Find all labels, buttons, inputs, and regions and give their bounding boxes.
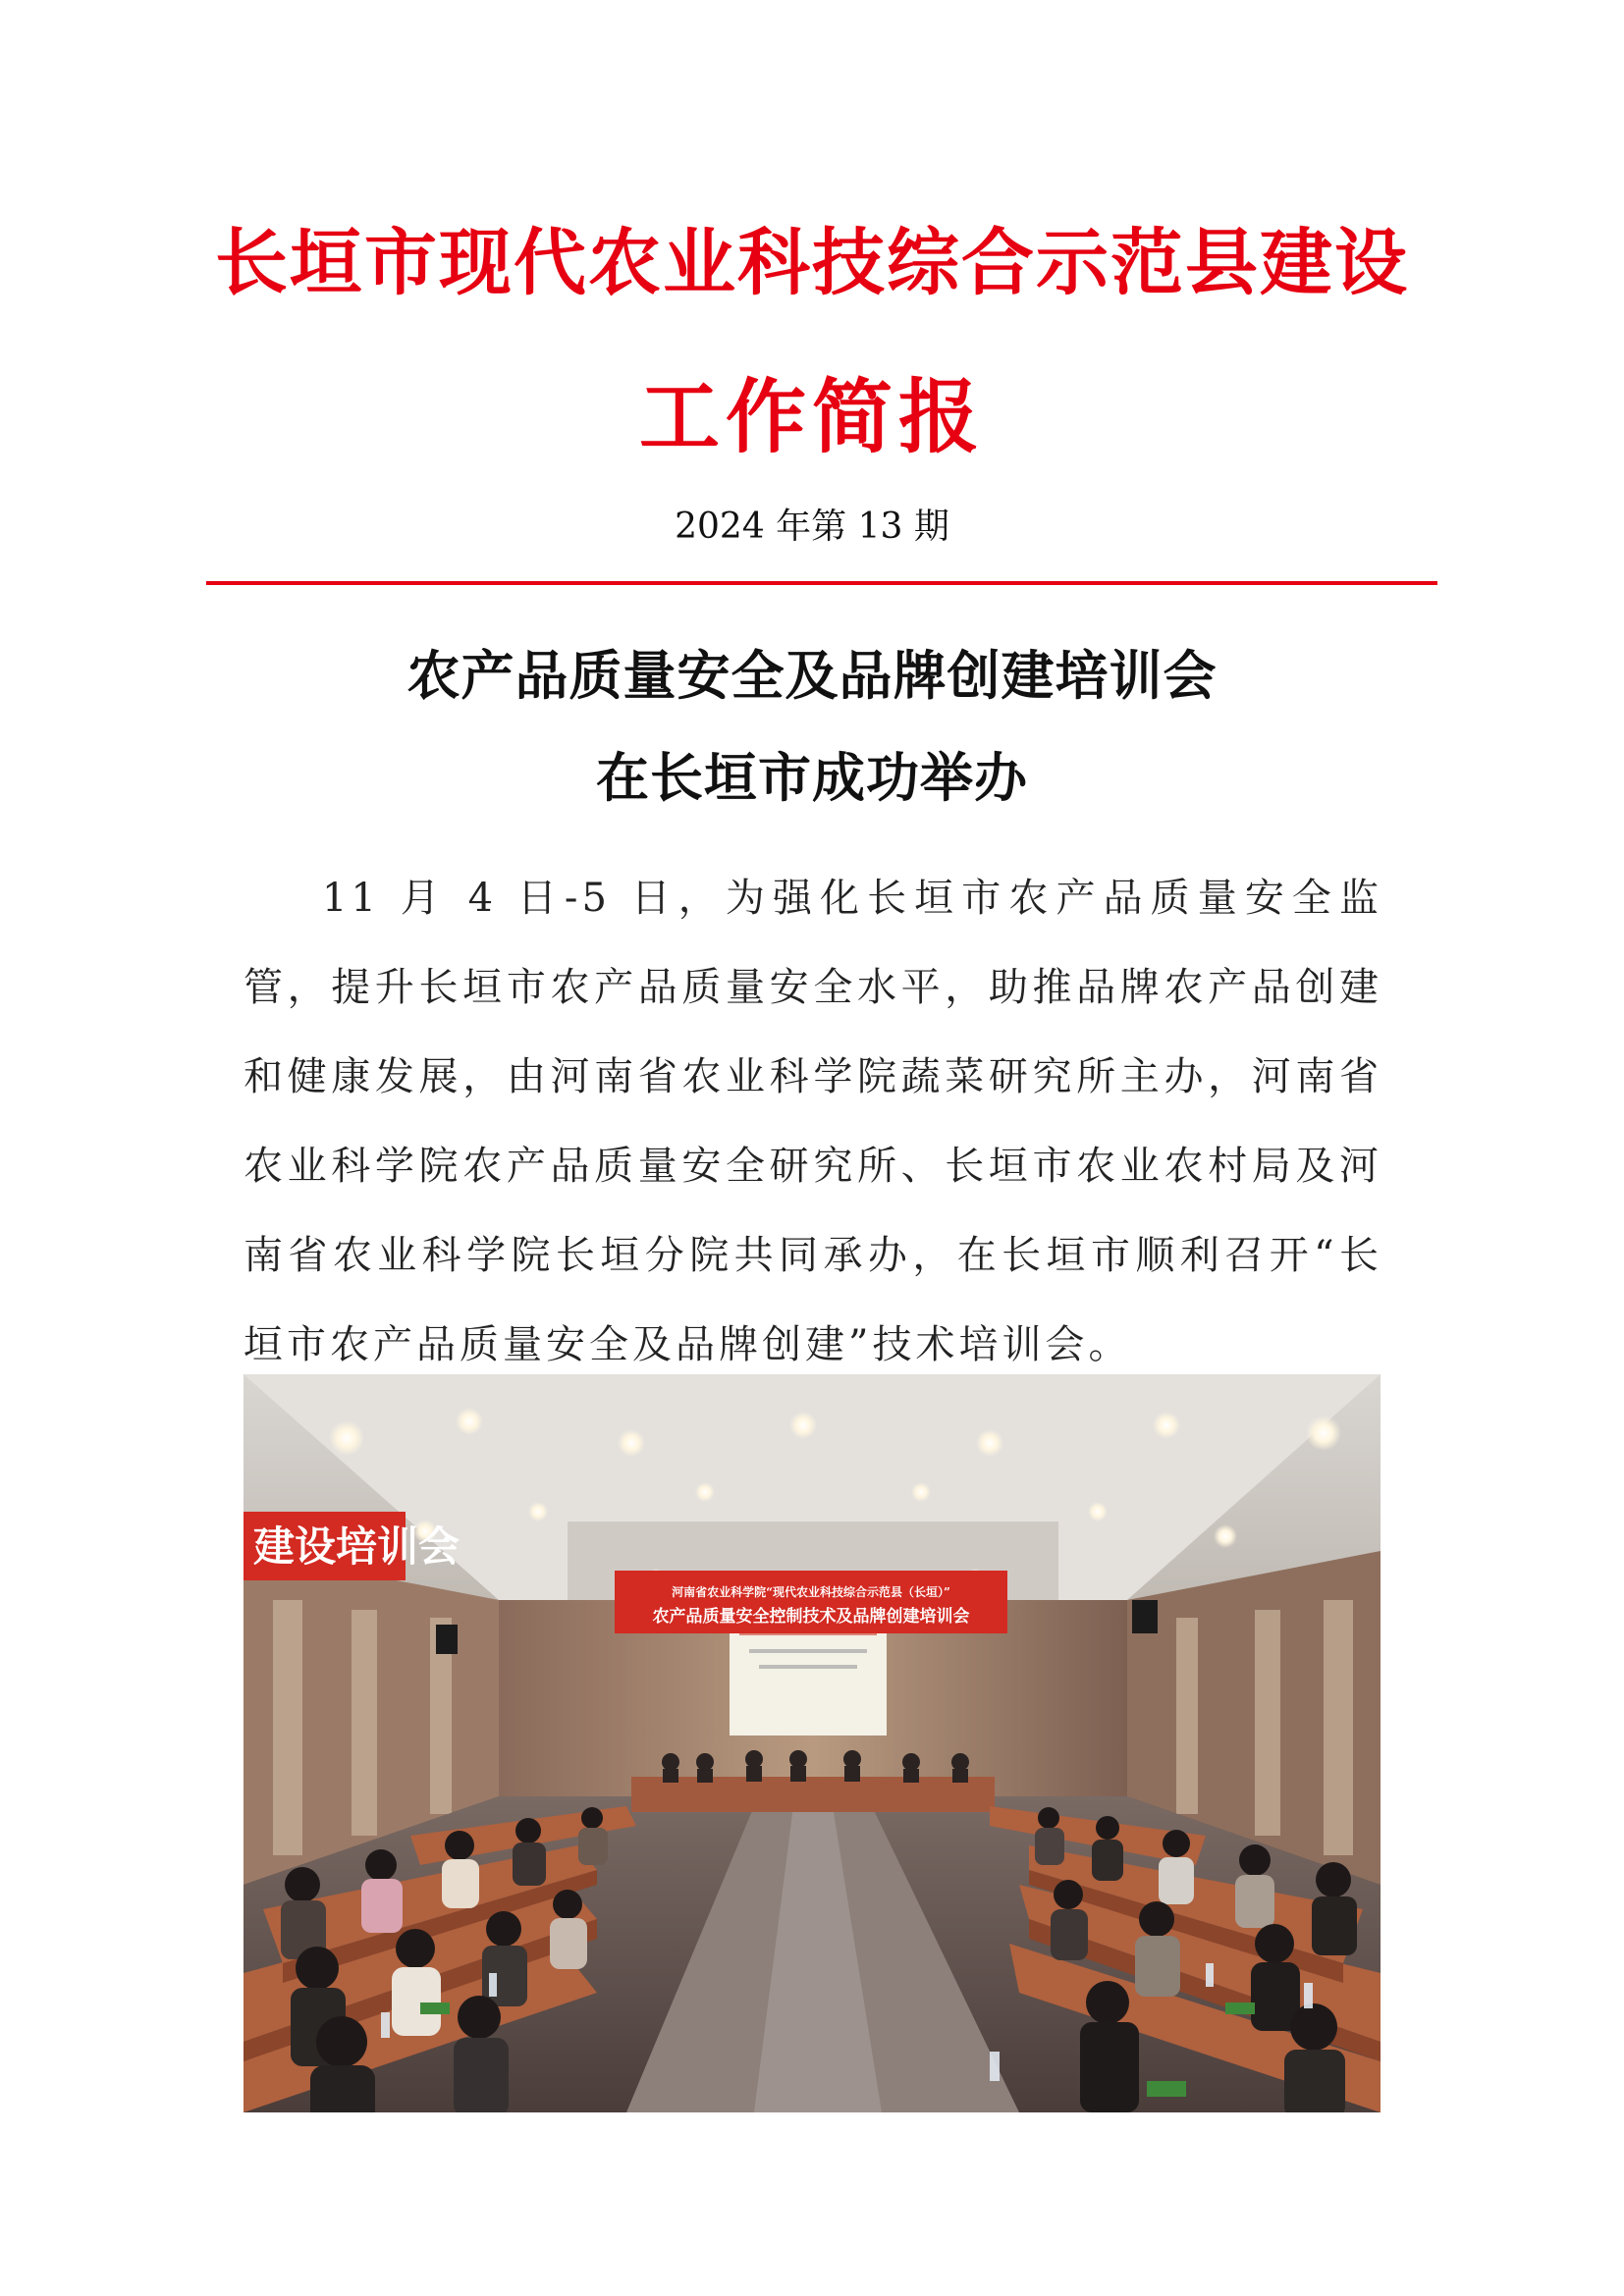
article-title-line1: 农产品质量安全及品牌创建培训会 [406,644,1218,707]
meeting-photo [244,1374,1380,2112]
masthead-subtitle: 工作简报 [638,370,985,464]
masthead-title: 长垣市现代农业科技综合示范县建设 [215,221,1409,305]
article-paragraph: 11 月 4 日-5 日，为强化长垣市农产品质量安全监管，提升长垣市农产品质量安全水平，助推品牌农产品创建和健康发展，由河南省农业科学院蔬菜研究所主办，河南省农业科学院农产品质量安全研究所、长垣市农业农村局及河南省农业科学院长垣分院共同承办，在长垣市顺利召开“长垣市农产品质量安全及品牌创建”技术培训会。 [244,876,1382,1367]
header-divider [206,581,1437,585]
main-banner-line1: 河南省农业科学院“现代农业科技综合示范县（长垣）” [672,1585,950,1599]
side-banner-text: 建设培训会 [253,1522,460,1571]
issue-number: 2024 年第 13 期 [675,507,949,547]
main-banner-line2: 农产品质量安全控制技术及品牌创建培训会 [652,1607,970,1627]
article-title-line2: 在长垣市成功举办 [596,746,1028,809]
